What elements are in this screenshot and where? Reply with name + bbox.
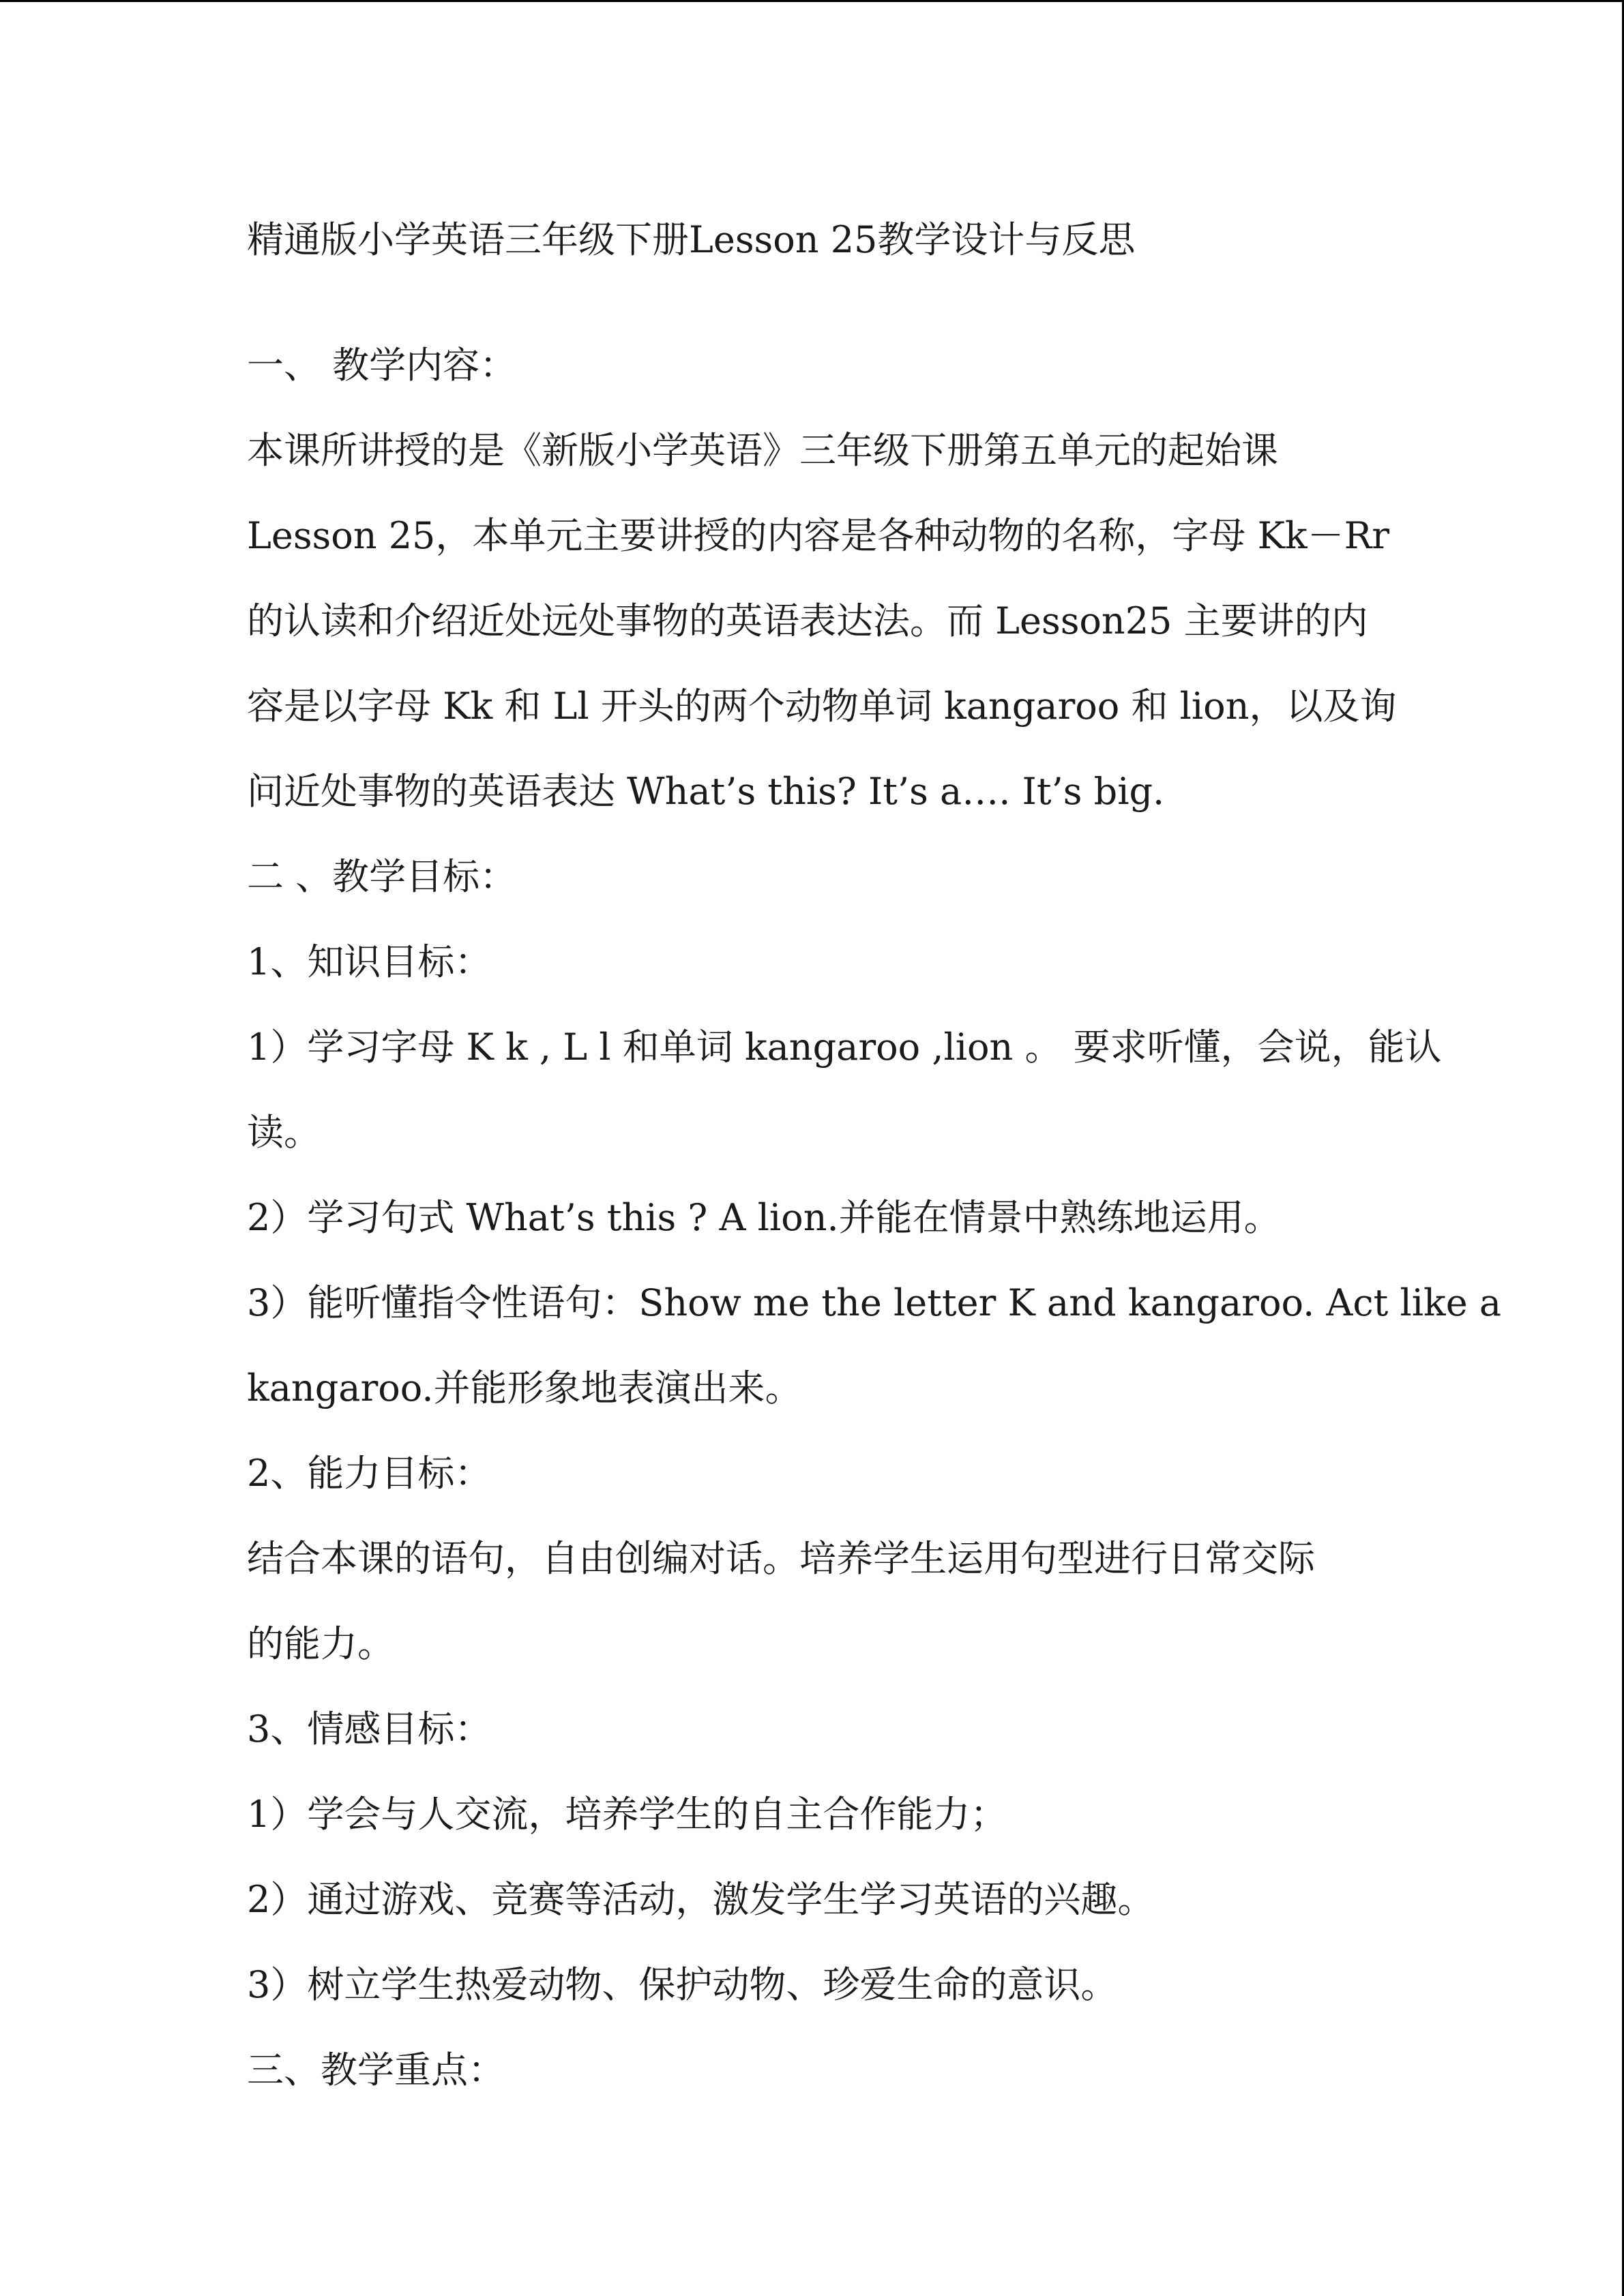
subheading-ability: 2、能力目标： bbox=[247, 1452, 492, 1495]
list-item-continuation: 读。 bbox=[247, 1111, 321, 1154]
list-item: 2）学习句式 What’s this ? A lion.并能在情景中熟练地运用。 bbox=[247, 1196, 1281, 1239]
list-item-continuation: kangaroo.并能形象地表演出来。 bbox=[247, 1367, 802, 1410]
paragraph-line: 本课所讲授的是《新版小学英语》三年级下册第五单元的起始课 bbox=[247, 429, 1278, 472]
paragraph-line: Lesson 25，本单元主要讲授的内容是各种动物的名称，字母 Kk－Rr bbox=[247, 514, 1390, 557]
paragraph-line: 的能力。 bbox=[247, 1622, 394, 1665]
list-item: 3）树立学生热爱动物、保护动物、珍爱生命的意识。 bbox=[247, 1963, 1118, 2006]
list-item: 3）能听懂指令性语句：Show me the letter K and kangaroo. Act like a bbox=[247, 1281, 1502, 1324]
subheading-knowledge: 1、知识目标： bbox=[247, 940, 492, 983]
paragraph-line: 的认读和介绍近处远处事物的英语表达法。而 Lesson25 主要讲的内 bbox=[247, 599, 1368, 642]
section-heading-objectives: 二 、教学目标： bbox=[247, 855, 517, 898]
section-heading-key-points: 三、教学重点： bbox=[247, 2048, 505, 2091]
list-item: 1）学会与人交流，培养学生的自主合作能力； bbox=[247, 1793, 1007, 1836]
paragraph-line: 结合本课的语句，自由创编对话。培养学生运用句型进行日常交际 bbox=[247, 1537, 1315, 1580]
list-item: 2）通过游戏、竞赛等活动，激发学生学习英语的兴趣。 bbox=[247, 1878, 1155, 1921]
paragraph-line: 问近处事物的英语表达 What’s this? It’s a…. It’s big. bbox=[247, 770, 1165, 813]
subheading-emotion: 3、情感目标： bbox=[247, 1708, 492, 1750]
list-item: 1）学习字母 K k , L l 和单词 kangaroo ,lion 。 要求听懂，会说，能认 bbox=[247, 1026, 1442, 1069]
section-heading-content: 一、 教学内容： bbox=[247, 344, 517, 387]
document-title: 精通版小学英语三年级下册Lesson 25教学设计与反思 bbox=[247, 218, 1136, 261]
paragraph-line: 容是以字母 Kk 和 Ll 开头的两个动物单词 kangaroo 和 lion，以及询 bbox=[247, 685, 1397, 728]
